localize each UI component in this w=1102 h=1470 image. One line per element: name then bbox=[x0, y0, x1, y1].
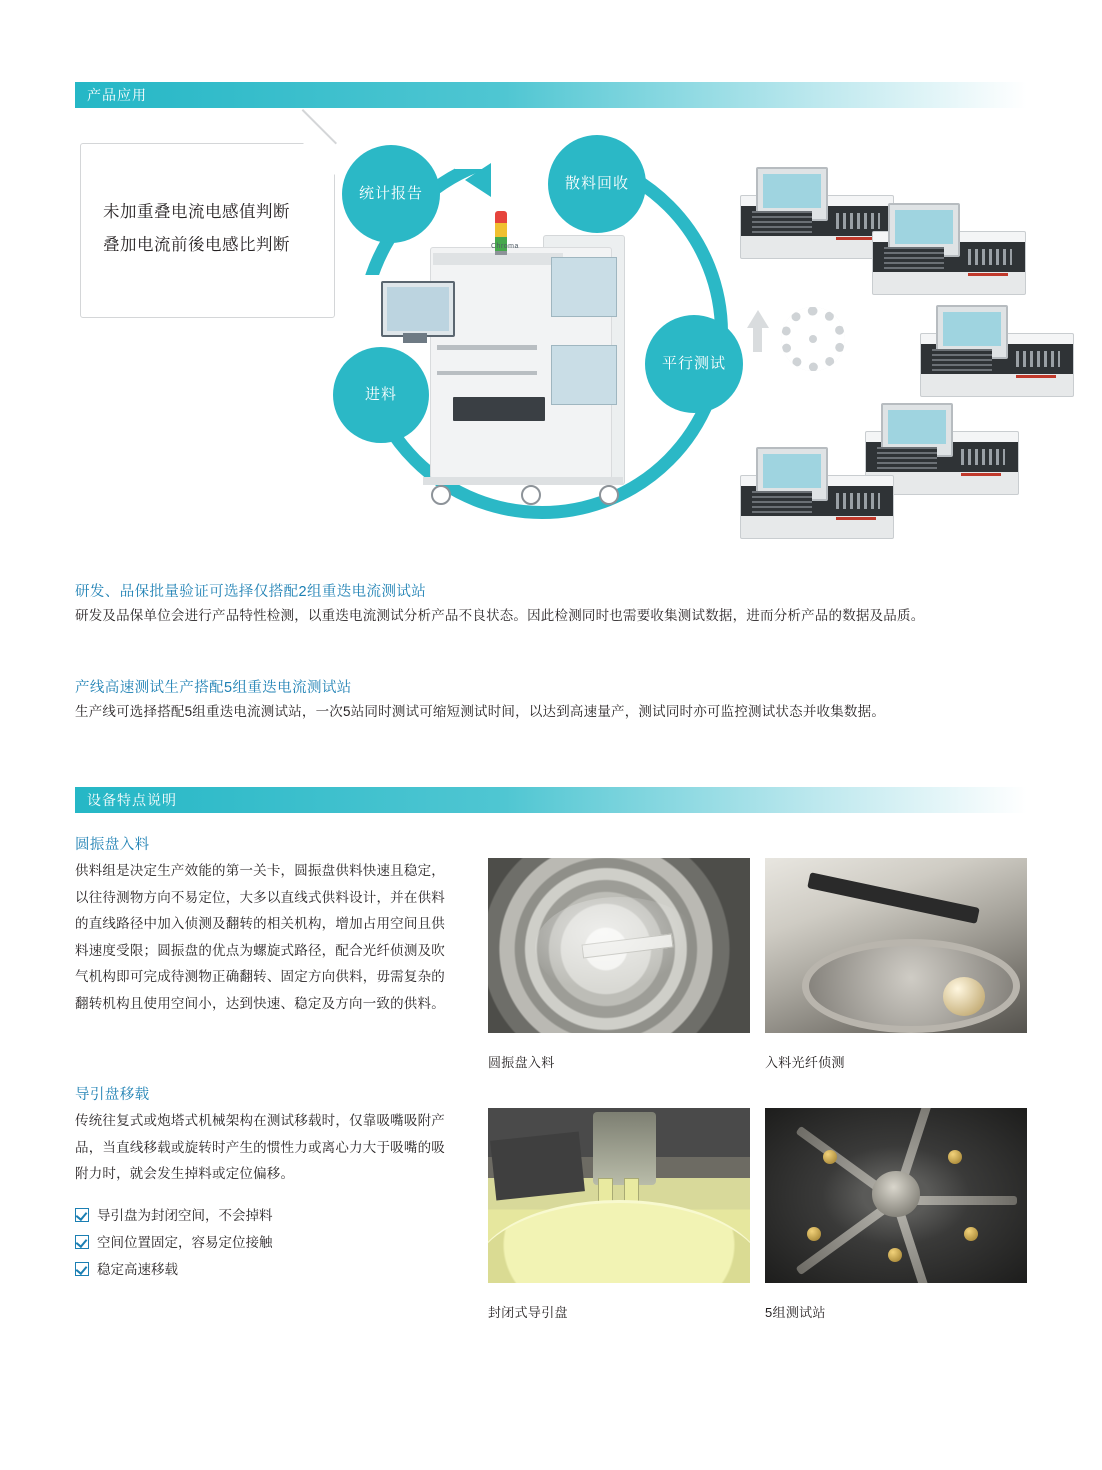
instrument-screen bbox=[895, 210, 953, 244]
test-station-hub bbox=[872, 1171, 919, 1217]
feature-2-body: 传统往复式或炮塔式机械架构在测试移载时，仅靠吸嘴吸附产品，当直线移载或旋转时产生的惯性力或离心力大于吸嘴的吸附力时，就会发生掉料或定位偏移。 bbox=[75, 1113, 445, 1181]
photo-guide-disc-plate bbox=[490, 1132, 585, 1200]
photo-guide-disc-image bbox=[488, 1108, 750, 1283]
photo-closed-guide-disc bbox=[488, 1108, 750, 1283]
instrument-grill bbox=[752, 491, 812, 513]
photo-guide-disc-body bbox=[488, 1200, 750, 1284]
photo-caption-4: 5组测试站 bbox=[765, 1305, 826, 1320]
note-callout-box bbox=[80, 143, 335, 318]
test-handler-machine-illustration bbox=[375, 195, 665, 510]
checklist-item-label: 空间位置固定，容易定位接触 bbox=[97, 1234, 273, 1250]
photo-caption-3: 封闭式导引盘 bbox=[488, 1305, 568, 1320]
paragraph-2-heading: 产线高速测试生产搭配5组重迭电流测试站 bbox=[75, 680, 352, 696]
up-arrow-icon bbox=[747, 310, 769, 328]
machine-wheel bbox=[431, 485, 451, 505]
section-header-features bbox=[75, 787, 1027, 813]
instrument-grill bbox=[932, 349, 992, 371]
checklist-item bbox=[75, 1202, 445, 1229]
check-icon bbox=[75, 1208, 89, 1222]
paragraph-1-heading: 研发、品保批量验证可选择仅搭配2组重迭电流测试站 bbox=[75, 584, 427, 600]
cycle-arrow-icon bbox=[465, 163, 491, 197]
bubble-parallel-test bbox=[645, 315, 743, 413]
instrument-knobs bbox=[968, 249, 1012, 265]
instrument-indicator bbox=[836, 237, 876, 240]
photo-caption-1: 圆振盘入料 bbox=[488, 1055, 555, 1070]
machine-wheel bbox=[521, 485, 541, 505]
machine-monitor-stand bbox=[403, 333, 427, 343]
machine-brand-label: Chroma bbox=[491, 243, 519, 250]
photo-fiber-ball bbox=[943, 977, 985, 1016]
bubble-feeding bbox=[333, 347, 429, 443]
photo-fiber-detection bbox=[765, 858, 1027, 1033]
application-paragraph-2 bbox=[75, 676, 1027, 724]
note-line-2: 叠加电流前後电感比判断 bbox=[103, 236, 290, 254]
instrument-knobs bbox=[961, 449, 1005, 465]
photo-fiber-detection-image bbox=[765, 858, 1027, 1033]
machine-monitor bbox=[381, 281, 455, 337]
photo-bowl-feeder-track bbox=[582, 933, 674, 958]
test-instrument bbox=[872, 203, 1024, 295]
feature-2-checklist bbox=[75, 1202, 445, 1283]
test-instrument bbox=[740, 447, 892, 539]
bubble-statistics-report bbox=[342, 145, 440, 243]
feature-2-heading: 导引盘移载 bbox=[75, 1087, 150, 1103]
test-instrument bbox=[740, 167, 892, 259]
instrument-screen bbox=[763, 454, 821, 488]
instrument-indicator bbox=[968, 273, 1008, 276]
instrument-indicator bbox=[961, 473, 1001, 476]
application-diagram bbox=[75, 125, 1027, 550]
bubble-parallel-label: 平行测试 bbox=[661, 355, 726, 373]
bubble-bulk-recycle bbox=[548, 135, 646, 233]
photo-fiber-rod bbox=[807, 872, 979, 923]
section-title-features: 设备特点说明 bbox=[87, 792, 177, 808]
feature-1-heading: 圆振盘入料 bbox=[75, 837, 150, 853]
test-station-contact bbox=[964, 1227, 978, 1241]
checklist-item bbox=[75, 1256, 445, 1283]
check-icon bbox=[75, 1262, 89, 1276]
feature-1-body: 供料组是决定生产效能的第一关卡，圆振盘供料快速且稳定，以往待测物方向不易定位，大多以直线式供料设计，并在供料的直线路径中加入侦测及翻转的相关机构，增加占用空间且供料速度受限；圆振盘的优点为螺旋式路径，配合光纤侦测及吹气机构即可完成待测物正确翻转、固定方向供料，毋需复杂的翻转机构且使用空间小，达到快速、稳定及方向一致的供料。 bbox=[75, 863, 445, 1011]
note-corner-fold bbox=[302, 142, 336, 176]
machine-monitor-screen bbox=[387, 287, 449, 331]
note-line-1: 未加重叠电流电感值判断 bbox=[103, 203, 290, 221]
test-station-contact bbox=[807, 1227, 821, 1241]
machine-wheel bbox=[599, 485, 619, 505]
feature-block-guide-disc bbox=[75, 1082, 445, 1283]
instrument-knobs bbox=[1016, 351, 1060, 367]
bubble-report-label: 统计报告 bbox=[358, 185, 423, 203]
test-instrument bbox=[920, 305, 1072, 397]
bubble-recycle-label: 散料回收 bbox=[564, 175, 629, 193]
instrument-grill bbox=[752, 211, 812, 233]
check-icon bbox=[75, 1235, 89, 1249]
instrument-knobs bbox=[836, 493, 880, 509]
test-station-contact bbox=[823, 1150, 837, 1164]
instrument-screen bbox=[888, 410, 946, 444]
machine-control-panel bbox=[453, 397, 545, 421]
checklist-item-label: 稳定高速移载 bbox=[97, 1261, 178, 1277]
instrument-indicator bbox=[836, 517, 876, 520]
section-title-application: 产品应用 bbox=[87, 87, 147, 103]
application-paragraph-1 bbox=[75, 580, 1027, 628]
note-corner-line bbox=[302, 109, 337, 144]
photo-caption-2: 入料光纤侦测 bbox=[765, 1055, 845, 1070]
paragraph-1-body: 研发及品保单位会进行产品特性检测，以重迭电流测试分析产品不良状态。因此检测同时也需要收集测试数据，进而分析产品的数据及品质。 bbox=[75, 608, 925, 623]
instrument-indicator bbox=[1016, 375, 1056, 378]
note-text bbox=[103, 196, 290, 262]
photo-five-test-stations bbox=[765, 1108, 1027, 1283]
feature-block-bowl-feeder bbox=[75, 832, 445, 1017]
up-arrow-stem bbox=[753, 326, 762, 352]
instrument-screen bbox=[943, 312, 1001, 346]
test-station-contact bbox=[948, 1150, 962, 1164]
photo-guide-disc-nozzle bbox=[593, 1112, 656, 1186]
test-station-contact bbox=[888, 1248, 902, 1262]
checklist-item bbox=[75, 1229, 445, 1256]
photo-bowl-feeder-image bbox=[488, 858, 750, 1033]
machine-lower-screen bbox=[551, 345, 617, 405]
photo-fiber-ring bbox=[802, 939, 1020, 1034]
gear-center-dot bbox=[809, 335, 817, 343]
bubble-feed-label: 进料 bbox=[364, 386, 397, 404]
instrument-screen bbox=[763, 174, 821, 208]
photo-bowl-feeder bbox=[488, 858, 750, 1033]
machine-upper-screen bbox=[551, 257, 617, 317]
machine-base bbox=[423, 477, 623, 485]
checklist-item-label: 导引盘为封闭空间，不会掉料 bbox=[97, 1207, 273, 1223]
machine-rail bbox=[437, 345, 537, 350]
machine-rail-2 bbox=[437, 371, 537, 375]
paragraph-2-body: 生产线可选择搭配5组重迭电流测试站，一次5站同时测试可缩短测试时间，以达到高速量产，测试同时亦可监控测试状态并收集数据。 bbox=[75, 704, 886, 719]
instrument-grill bbox=[884, 247, 944, 269]
section-header-application bbox=[75, 82, 1027, 108]
photo-test-stations-image bbox=[765, 1108, 1027, 1283]
